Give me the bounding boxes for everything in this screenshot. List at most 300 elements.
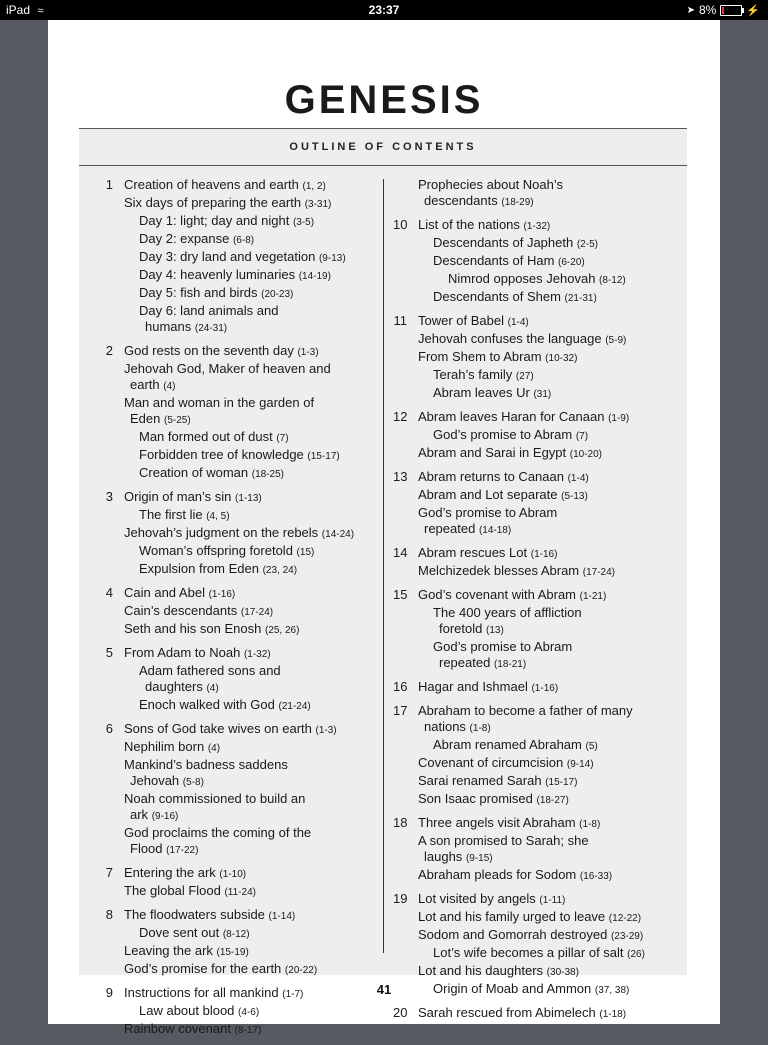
chapter-14 — [393, 545, 673, 581]
chapter-number: 2 — [105, 343, 113, 358]
entry-text: God’s covenant with Abram — [418, 587, 577, 602]
entry-text: Abram leaves Ur — [433, 385, 530, 400]
verse-reference: (1-8) — [579, 819, 601, 830]
entry-line — [418, 791, 569, 806]
verse-reference: (1-11) — [539, 895, 566, 906]
entry-text: Law about blood — [139, 1003, 235, 1018]
verse-reference: (1-16) — [530, 549, 558, 560]
entry-text: Abraham pleads for Sodom — [418, 867, 577, 882]
chapter-1 — [99, 177, 373, 337]
entry-line — [418, 521, 673, 539]
entry-line — [139, 249, 346, 264]
verse-reference: (1-18) — [599, 1009, 627, 1020]
entry-text: Sons of God take wives on earth — [124, 721, 312, 736]
verse-reference: (1-16) — [208, 589, 236, 600]
verse-reference: (17-24) — [240, 607, 274, 618]
entry-text: Abram rescues Lot — [418, 545, 528, 560]
verse-reference: (1-16) — [531, 683, 559, 694]
verse-reference: (10-20) — [569, 449, 603, 460]
verse-reference: (1-3) — [315, 725, 337, 736]
outline-entry — [124, 177, 373, 195]
entry-line — [418, 313, 529, 328]
verse-reference: (1, 2) — [302, 181, 326, 192]
chapter-3 — [99, 489, 373, 579]
verse-reference: (9-14) — [566, 759, 594, 770]
entry-line — [418, 349, 577, 364]
verse-reference: (8-12) — [599, 275, 626, 286]
chapter-2 — [99, 343, 373, 483]
chapter-number: 18 — [393, 815, 408, 830]
entry-text: Day 5: fish and birds — [139, 285, 258, 300]
entry-text: The floodwaters subside — [124, 907, 265, 922]
verse-reference: (1-3) — [297, 347, 319, 358]
entry-text: Nimrod opposes Jehovah — [448, 271, 596, 286]
entry-text: earth — [130, 377, 160, 392]
entry-text: foretold — [439, 621, 483, 636]
verse-reference: (18-25) — [251, 469, 284, 480]
entry-text: nations — [424, 719, 466, 734]
verse-reference: (8-12) — [222, 929, 250, 940]
verse-reference: (1-13) — [235, 493, 262, 504]
entry-line — [418, 409, 629, 424]
verse-reference: (4-6) — [238, 1007, 260, 1018]
verse-reference: (9-16) — [151, 811, 179, 822]
entry-line — [124, 1021, 261, 1036]
verse-reference: (11-24) — [224, 887, 256, 898]
outline-entry — [418, 349, 673, 367]
entry-text: The global Flood — [124, 883, 221, 898]
verse-reference: (9-15) — [465, 853, 493, 864]
entry-text: Covenant of circumcision — [418, 755, 564, 770]
outline-entry — [124, 907, 373, 925]
verse-reference: (20-23) — [261, 289, 294, 300]
outline-entry — [418, 891, 673, 909]
verse-reference: (5-13) — [561, 491, 588, 502]
verse-reference: (13) — [486, 625, 504, 636]
outline-left-column — [99, 177, 373, 1045]
entry-line — [433, 289, 597, 304]
verse-reference: (17-22) — [166, 845, 199, 856]
entry-line — [418, 587, 606, 602]
entry-text: The 400 years of affliction — [433, 605, 582, 620]
outline-entry — [124, 231, 373, 249]
entry-line — [418, 563, 615, 578]
outline-entry — [124, 663, 373, 697]
verse-reference: (10-32) — [545, 353, 578, 364]
chapter-number: 20 — [393, 1005, 408, 1020]
entry-text: Forbidden tree of knowledge — [139, 447, 304, 462]
verse-reference: (14-18) — [478, 525, 512, 536]
entry-text: daughters — [145, 679, 203, 694]
entry-line — [124, 177, 326, 192]
entry-line — [433, 945, 645, 960]
entry-text: Man formed out of dust — [139, 429, 273, 444]
entry-text: Nephilim born — [124, 739, 205, 754]
entry-text: ark — [130, 807, 149, 822]
entry-line — [124, 961, 317, 976]
entry-line — [124, 621, 299, 636]
outline-entry — [418, 963, 673, 981]
entry-text: List of the nations — [418, 217, 520, 232]
entry-text: Expulsion from Eden — [139, 561, 259, 576]
entry-text: humans — [145, 319, 192, 334]
outline-entry — [124, 943, 373, 961]
entry-text: Lot visited by angels — [418, 891, 536, 906]
location-arrow-icon: ➤ — [686, 4, 695, 16]
chapter-20 — [393, 1005, 673, 1023]
outline-entry — [418, 545, 673, 563]
outline-entry — [124, 303, 373, 337]
verse-reference: (1-10) — [219, 869, 247, 880]
page-number: 41 — [376, 982, 392, 997]
chapter-15 — [393, 587, 673, 673]
verse-reference: (7) — [276, 433, 289, 444]
outline-right-column — [393, 177, 673, 1029]
entry-line — [139, 561, 297, 576]
chapter-continued — [393, 177, 673, 211]
entry-text: Descendants of Ham — [433, 253, 555, 268]
entry-line — [139, 429, 289, 444]
entry-line — [433, 621, 673, 639]
entry-text: Sarah rescued from Abimelech — [418, 1005, 596, 1020]
entry-line — [124, 865, 246, 880]
outline-entry — [124, 507, 373, 525]
verse-reference: (27) — [515, 371, 534, 382]
verse-reference: (18-27) — [536, 795, 569, 806]
entry-text: Woman’s offspring foretold — [139, 543, 293, 558]
wifi-icon: ≈ — [37, 5, 44, 17]
outline-entry — [418, 445, 673, 463]
entry-line — [418, 755, 594, 770]
outline-entry — [124, 585, 373, 603]
verse-reference: (5-9) — [605, 335, 627, 346]
chapter-13 — [393, 469, 673, 539]
entry-line — [124, 739, 220, 754]
chapter-6 — [99, 721, 373, 859]
entry-line — [124, 525, 354, 540]
entry-line — [124, 645, 271, 660]
verse-reference: (1-14) — [268, 911, 296, 922]
entry-text: God proclaims the coming of the — [124, 825, 312, 840]
verse-reference: (6-8) — [232, 235, 255, 246]
entry-line — [418, 217, 550, 232]
outline-entry — [418, 409, 673, 427]
outline-entry — [124, 561, 373, 579]
outline-entry — [418, 833, 673, 867]
entry-line — [124, 807, 373, 825]
chapter-12 — [393, 409, 673, 463]
book-page — [48, 20, 720, 1036]
entry-text: Prophecies about Noah’s — [418, 177, 564, 192]
outline-entry — [124, 697, 373, 715]
verse-reference: (21-24) — [278, 701, 311, 712]
verse-reference: (14-24) — [321, 529, 355, 540]
verse-reference: (14-19) — [298, 271, 331, 282]
entry-line — [433, 235, 598, 250]
outline-entry — [418, 587, 673, 605]
entry-text: Lot and his family urged to leave — [418, 909, 606, 924]
outline-entry — [124, 195, 373, 213]
chapter-number: 8 — [105, 907, 113, 922]
outline-entry — [124, 791, 373, 825]
entry-text: Descendants of Japheth — [433, 235, 574, 250]
outline-entry — [418, 289, 673, 307]
verse-reference: (4, 5) — [206, 511, 230, 522]
verse-reference: (3-31) — [304, 199, 332, 210]
entry-line — [418, 719, 673, 737]
outline-entry — [124, 603, 373, 621]
outline-entry — [418, 737, 673, 755]
entry-text: Mankind’s badness saddens — [124, 757, 288, 772]
entry-text: laughs — [424, 849, 463, 864]
entry-text: Terah’s family — [433, 367, 513, 382]
chapter-number: 6 — [105, 721, 113, 736]
entry-line — [124, 841, 373, 859]
entry-line — [433, 655, 673, 673]
outline-entry — [124, 825, 373, 859]
device-name: iPad — [6, 3, 31, 17]
entry-text: Hagar and Ishmael — [418, 679, 528, 694]
outline-entry — [418, 469, 673, 487]
verse-reference: (15-17) — [307, 451, 340, 462]
entry-text: Origin of Moab and Ammon — [433, 981, 592, 996]
entry-line — [418, 909, 641, 924]
status-bar — [0, 0, 768, 20]
battery-icon — [720, 5, 742, 16]
entry-text: Jehovah’s judgment on the rebels — [124, 525, 319, 540]
entry-text: repeated — [424, 521, 476, 536]
entry-text: Abram leaves Haran for Canaan — [418, 409, 605, 424]
chapter-number: 17 — [393, 703, 408, 718]
outline-entry — [418, 927, 673, 945]
chapter-18 — [393, 815, 673, 885]
outline-entry — [418, 945, 673, 963]
outline-entry — [124, 249, 373, 267]
column-divider — [383, 179, 384, 953]
entry-line — [139, 267, 331, 282]
entry-line — [124, 721, 337, 736]
entry-line — [418, 679, 558, 694]
entry-line — [139, 319, 373, 337]
entry-line — [124, 943, 249, 958]
chapter-number: 3 — [105, 489, 113, 504]
chapter-10 — [393, 217, 673, 307]
entry-text: Abram renamed Abraham — [433, 737, 582, 752]
entry-text: Sarai renamed Sarah — [418, 773, 542, 788]
verse-reference: (5) — [585, 741, 598, 752]
outline-entry — [418, 563, 673, 581]
outline-entry — [418, 313, 673, 331]
entry-line — [433, 385, 551, 400]
chapter-number: 15 — [393, 587, 408, 602]
entry-line — [124, 343, 319, 358]
verse-reference: (1-4) — [507, 317, 529, 328]
entry-text: A son promised to Sarah; she — [418, 833, 589, 848]
verse-reference: (21-31) — [564, 293, 597, 304]
chapter-number: 5 — [105, 645, 113, 660]
outline-entry — [418, 367, 673, 385]
entry-line — [418, 331, 626, 346]
outline-entry — [418, 755, 673, 773]
verse-reference: (25, 26) — [264, 625, 300, 636]
verse-reference: (30-38) — [546, 967, 579, 978]
entry-line — [139, 697, 311, 712]
chapter-number: 11 — [393, 313, 407, 328]
verse-reference: (18-21) — [493, 659, 527, 670]
outline-entry — [124, 429, 373, 447]
outline-entry — [418, 177, 673, 211]
entry-line — [139, 1003, 259, 1018]
verse-reference: (9-13) — [318, 253, 346, 264]
outline-entry — [124, 925, 373, 943]
entry-text: Abram returns to Canaan — [418, 469, 564, 484]
outline-entry — [124, 721, 373, 739]
entry-line — [418, 963, 579, 978]
entry-text: Enoch walked with God — [139, 697, 275, 712]
outline-entry — [418, 253, 673, 271]
verse-reference: (15) — [296, 547, 315, 558]
outline-entry — [418, 217, 673, 235]
entry-line — [418, 815, 600, 830]
entry-text: Descendants of Shem — [433, 289, 561, 304]
entry-text: Noah commissioned to build an — [124, 791, 306, 806]
verse-reference: (5-25) — [164, 415, 191, 426]
entry-line — [124, 377, 373, 395]
entry-text: From Adam to Noah — [124, 645, 241, 660]
entry-line — [124, 907, 295, 922]
verse-reference: (26) — [627, 949, 645, 960]
outline-entry — [124, 395, 373, 429]
entry-line — [448, 271, 626, 286]
entry-text: From Shem to Abram — [418, 349, 542, 364]
entry-text: Day 4: heavenly luminaries — [139, 267, 296, 282]
entry-line — [418, 469, 589, 484]
entry-text: Entering the ark — [124, 865, 216, 880]
verse-reference: (16-33) — [579, 871, 613, 882]
outline-entry — [124, 285, 373, 303]
outline-entry — [418, 605, 673, 639]
entry-text: Eden — [130, 411, 161, 426]
entry-line — [139, 465, 284, 480]
entry-text: Dove sent out — [139, 925, 220, 940]
chapter-4 — [99, 585, 373, 639]
entry-text: Adam fathered sons and — [139, 663, 281, 678]
entry-text: Creation of heavens and earth — [124, 177, 299, 192]
outline-entry — [124, 447, 373, 465]
entry-text: Day 3: dry land and vegetation — [139, 249, 316, 264]
entry-text: Creation of woman — [139, 465, 249, 480]
entry-text: Day 6: land animals and — [139, 303, 279, 318]
entry-line — [433, 737, 598, 752]
entry-line — [124, 585, 235, 600]
entry-line — [418, 545, 557, 560]
entry-text: Abram and Lot separate — [418, 487, 558, 502]
outline-entry — [418, 867, 673, 885]
verse-reference: (15-17) — [545, 777, 578, 788]
entry-line — [418, 445, 602, 460]
entry-text: Jehovah God, Maker of heaven and — [124, 361, 331, 376]
outline-entry — [124, 361, 373, 395]
chapter-number: 9 — [105, 985, 113, 1000]
entry-line — [124, 773, 373, 791]
entry-text: Melchizedek blesses Abram — [418, 563, 580, 578]
outline-entry — [124, 267, 373, 285]
entry-line — [418, 867, 612, 882]
outline-entry — [124, 883, 373, 901]
chapter-number: 13 — [393, 469, 408, 484]
verse-reference: (7) — [575, 431, 589, 442]
verse-reference: (6-20) — [558, 257, 585, 268]
chapter-number: 16 — [393, 679, 408, 694]
outline-box — [79, 128, 687, 1036]
entry-line — [433, 367, 534, 382]
book-title: GENESIS — [284, 78, 484, 122]
battery-percent: 8% — [698, 3, 717, 17]
outline-entry — [124, 525, 373, 543]
verse-reference: (5-8) — [182, 777, 204, 788]
chapter-number: 4 — [105, 585, 113, 600]
chapter-number: 14 — [393, 545, 408, 560]
outline-entry — [124, 757, 373, 791]
verse-reference: (1-8) — [469, 723, 491, 734]
entry-line — [433, 253, 585, 268]
outline-entry — [418, 815, 673, 833]
chapter-number: 19 — [393, 891, 408, 906]
entry-text: repeated — [439, 655, 491, 670]
battery-level — [722, 7, 723, 14]
entry-line — [124, 883, 256, 898]
chapter-11 — [393, 313, 673, 403]
verse-reference: (1-32) — [243, 649, 271, 660]
verse-reference: (1-9) — [608, 413, 630, 424]
entry-line — [139, 231, 254, 246]
entry-line — [139, 679, 373, 697]
verse-reference: (4) — [206, 683, 219, 694]
verse-reference: (3-5) — [292, 217, 315, 228]
outline-entry — [124, 961, 373, 979]
outline-entry — [124, 213, 373, 231]
entry-text: The first lie — [139, 507, 203, 522]
outline-entry — [418, 791, 673, 809]
verse-reference: (15-19) — [216, 947, 249, 958]
outline-entry — [124, 865, 373, 883]
entry-text: Jehovah — [130, 773, 180, 788]
outline-entry — [418, 385, 673, 403]
entry-line — [139, 447, 340, 462]
outline-entry — [418, 271, 673, 289]
outline-entry — [418, 331, 673, 349]
verse-reference: (8-17) — [234, 1025, 262, 1036]
entry-text: Jehovah confuses the language — [418, 331, 602, 346]
verse-reference: (23-29) — [610, 931, 644, 942]
entry-line — [124, 489, 262, 504]
verse-reference: (4) — [163, 381, 176, 392]
chapter-number: 12 — [393, 409, 408, 424]
entry-line — [139, 543, 314, 558]
chapter-8 — [99, 907, 373, 979]
entry-text: Origin of man’s sin — [124, 489, 232, 504]
outline-entry — [418, 487, 673, 505]
chapter-number: 1 — [105, 177, 113, 192]
entry-text: Son Isaac promised — [418, 791, 533, 806]
verse-reference: (24-31) — [194, 323, 228, 334]
verse-reference: (1-4) — [567, 473, 589, 484]
verse-reference: (2-5) — [576, 239, 598, 250]
entry-line — [418, 773, 577, 788]
outline-entry — [124, 645, 373, 663]
outline-entry — [418, 505, 673, 539]
entry-text: Man and woman in the garden of — [124, 395, 315, 410]
